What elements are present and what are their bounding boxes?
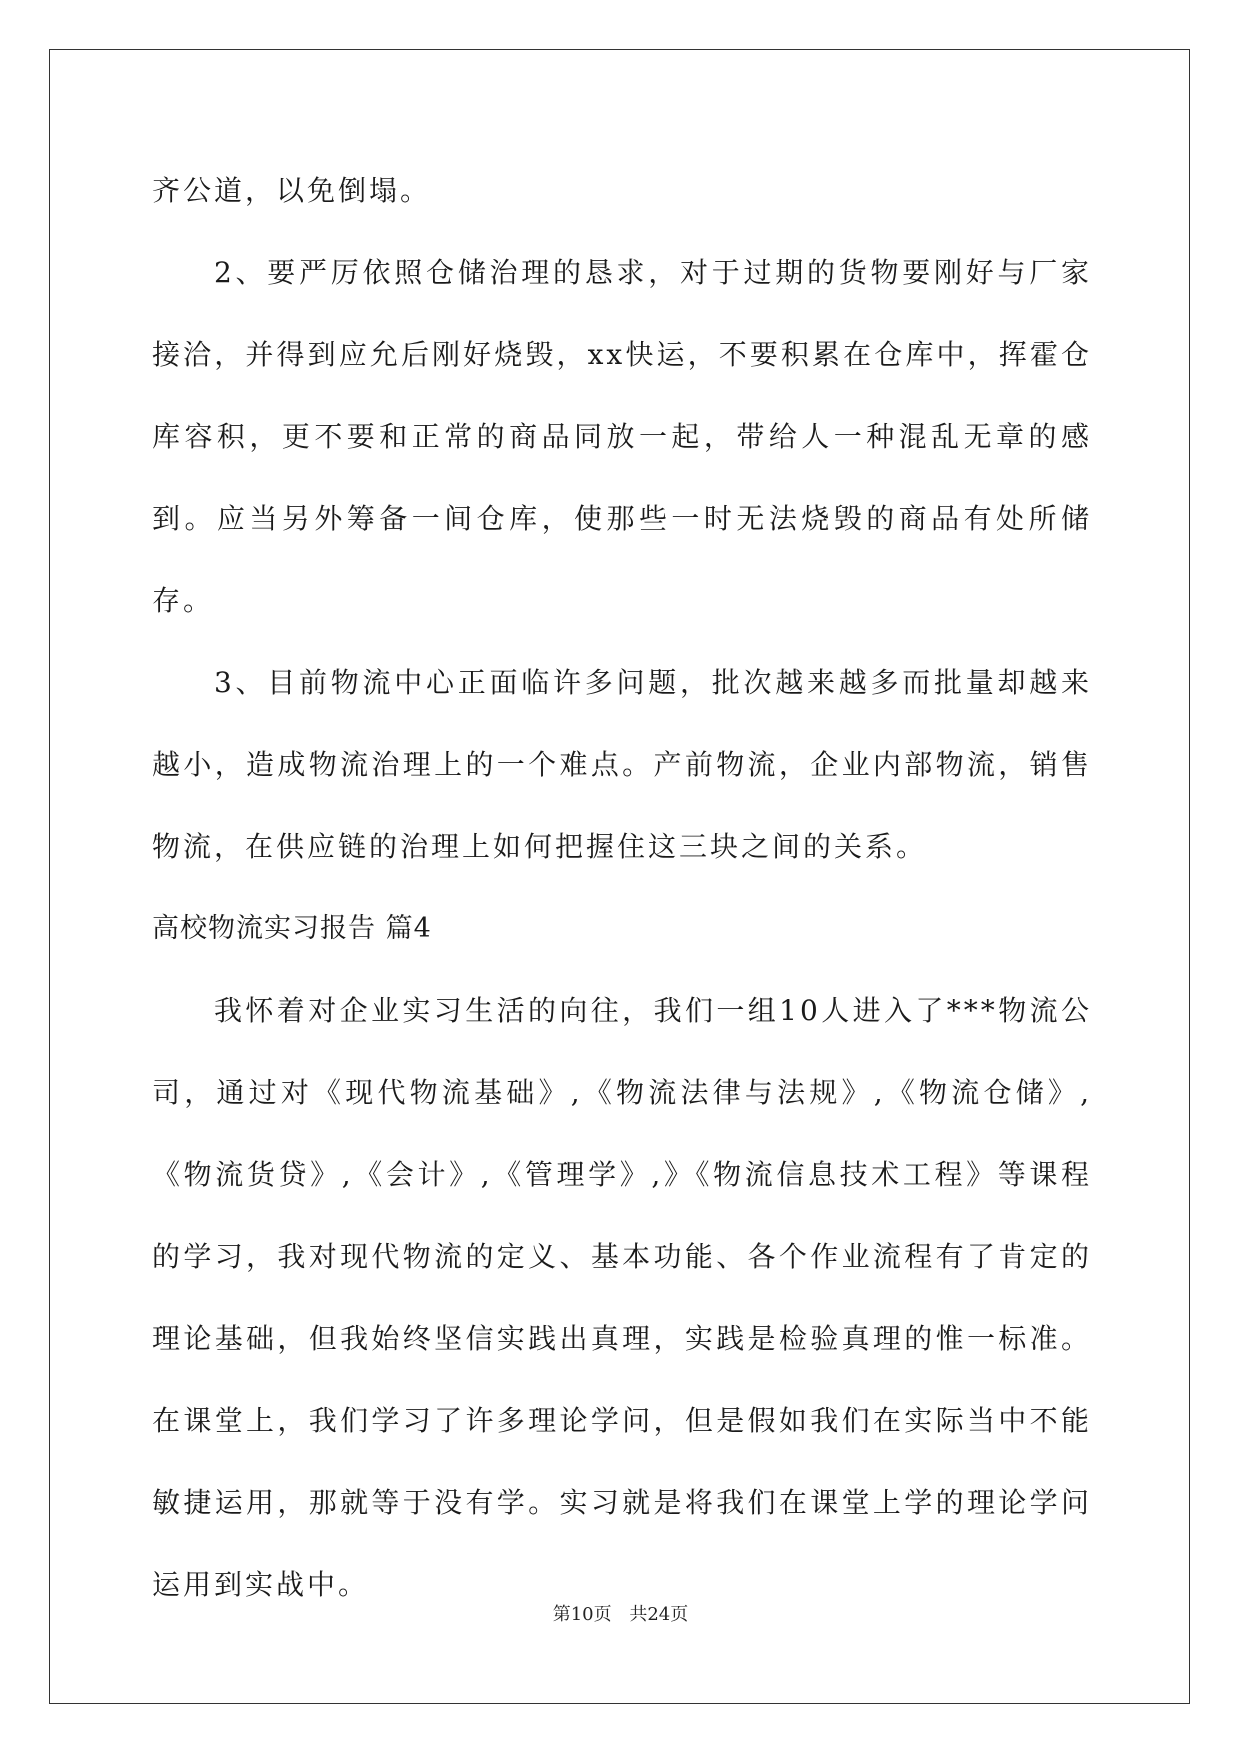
paragraph-3: 3、目前物流中心正面临许多问题，批次越来越多而批量却越来越小，造成物流治理上的一个难点。产前物流，企业内部物流，销售物流，在供应链的治理上如何把握住这三块之间的关系。 (152, 666, 1092, 863)
document-body (152, 150, 1092, 1626)
paragraph-1: 齐公道，以免倒塌。 (152, 174, 432, 207)
page-number: 第10页 (552, 1604, 612, 1625)
section-heading: 高校物流实习报告 篇4 (152, 913, 432, 944)
paragraph-2: 2、要严厉依照仓储治理的恳求，对于过期的货物要刚好与厂家接洽，并得到应允后刚好烧毁，xx快运，不要积累在仓库中，挥霍仓库容积，更不要和正常的商品同放一起，带给人一种混乱无章的感到。应当另外筹备一间仓库，使那些一时无法烧毁的商品有处所储存。 (152, 256, 1092, 617)
page-footer (0, 1600, 1241, 1626)
paragraph-4: 我怀着对企业实习生活的向往，我们一组10人进入了***物流公司，通过对《现代物流基础》,《物流法律与法规》,《物流仓储》,《物流货贷》,《会计》,《管理学》,》《物流信息技术工程》等课程的学习，我对现代物流的定义、基本功能、各个作业流程有了肯定的理论基础，但我始终坚信实践出真理，实践是检验真理的惟一标准。在课堂上，我们学习了许多理论学问，但是假如我们在实际当中不能敏捷运用，那就等于没有学。实习就是将我们在课堂上学的理论学问运用到实战中。 (152, 994, 1092, 1601)
page-total: 共24页 (629, 1604, 689, 1625)
